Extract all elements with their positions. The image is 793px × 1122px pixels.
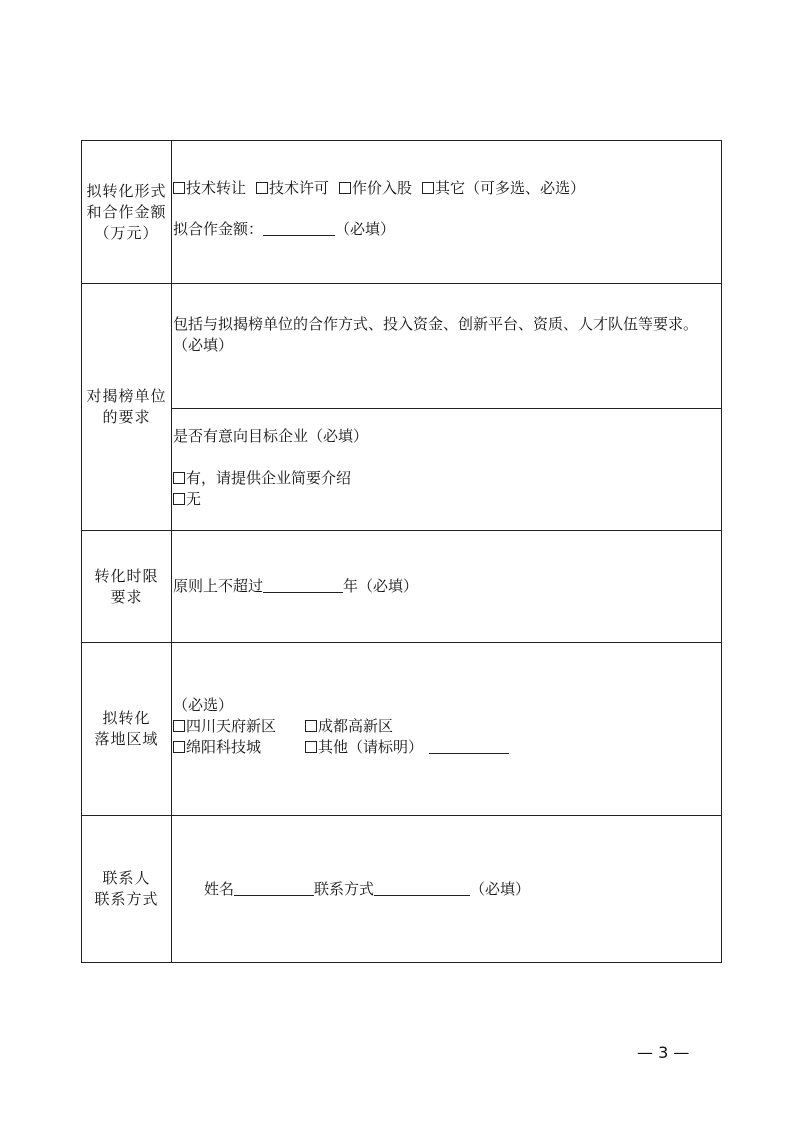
option-yes[interactable]: 有，请提供企业简要介绍 bbox=[173, 468, 721, 489]
time-limit-label bbox=[82, 531, 172, 643]
application-form-table bbox=[81, 140, 722, 963]
checkbox[interactable] bbox=[256, 182, 268, 194]
transfer-form-row bbox=[82, 141, 722, 284]
checkbox[interactable] bbox=[422, 182, 434, 194]
name-label: 姓名 bbox=[204, 879, 235, 898]
checkbox[interactable] bbox=[173, 741, 185, 753]
checkbox[interactable] bbox=[173, 472, 185, 484]
option-tech-transfer[interactable]: 技术转让 bbox=[173, 178, 246, 199]
option-other[interactable]: 其它（可多选、必选） bbox=[422, 178, 585, 199]
label-line: 联系方式 bbox=[94, 890, 159, 908]
page-number: — 3 — bbox=[637, 1043, 690, 1062]
option-no[interactable]: 无 bbox=[173, 489, 721, 510]
label-line: 联系人 bbox=[102, 869, 151, 887]
transfer-form-content bbox=[172, 141, 722, 284]
amount-line bbox=[173, 219, 721, 240]
years-blank-field[interactable] bbox=[263, 578, 343, 593]
contact-required-note: （必填） bbox=[470, 879, 531, 898]
label-line: 拟转化 bbox=[102, 709, 151, 727]
contact-content bbox=[172, 816, 722, 963]
cooperation-text: 包括与拟揭榜单位的合作方式、投入资金、创新平台、资质、人才队伍等要求。 bbox=[173, 315, 699, 333]
transfer-options bbox=[173, 178, 721, 199]
label-line: 对揭榜单位 bbox=[86, 387, 167, 405]
option-equity-investment[interactable]: 作价入股 bbox=[339, 178, 412, 199]
amount-label: 拟合作金额： bbox=[173, 220, 264, 238]
cooperation-requirements bbox=[172, 284, 722, 409]
label-line: 的要求 bbox=[102, 408, 151, 426]
requirements-label bbox=[82, 284, 172, 531]
area-required-note: （必选） bbox=[173, 695, 234, 714]
contact-label bbox=[82, 816, 172, 963]
checkbox[interactable] bbox=[305, 741, 317, 753]
time-limit-row bbox=[82, 531, 722, 643]
target-question: 是否有意向目标企业（必填） bbox=[173, 427, 369, 445]
option-tech-license[interactable]: 技术许可 bbox=[256, 178, 329, 199]
transfer-form-label bbox=[82, 141, 172, 284]
cooperation-required-note: （必填） bbox=[173, 336, 234, 354]
landing-area-label bbox=[82, 643, 172, 816]
contact-line bbox=[173, 879, 721, 900]
contact-method-label: 联系方式 bbox=[314, 879, 375, 898]
option-mianyang-science-city[interactable]: 绵阳科技城 bbox=[173, 737, 305, 758]
time-limit-content bbox=[172, 531, 722, 643]
label-line: 要求 bbox=[110, 587, 143, 606]
time-prefix: 原则上不超过 bbox=[173, 577, 264, 595]
contact-method-blank-field[interactable] bbox=[374, 881, 470, 896]
target-enterprise-content bbox=[172, 409, 722, 531]
requirements-row bbox=[82, 284, 722, 409]
time-suffix: 年（必填） bbox=[343, 577, 419, 595]
area-options-line-2 bbox=[173, 737, 721, 758]
checkbox[interactable] bbox=[173, 720, 185, 732]
checkbox[interactable] bbox=[339, 182, 351, 194]
label-line: 转化时限 bbox=[94, 566, 159, 585]
amount-required-note: （必填） bbox=[335, 220, 396, 238]
target-enterprise-row bbox=[82, 409, 722, 531]
area-options-line-1 bbox=[173, 716, 721, 737]
label-line: 拟转化形式 bbox=[86, 181, 167, 200]
option-tianfu-new-area[interactable]: 四川天府新区 bbox=[173, 716, 305, 737]
contact-row bbox=[82, 816, 722, 963]
checkbox[interactable] bbox=[173, 182, 185, 194]
label-line: （万元） bbox=[94, 223, 159, 242]
checkbox[interactable] bbox=[173, 493, 185, 505]
landing-area-content bbox=[172, 643, 722, 816]
landing-area-row bbox=[82, 643, 722, 816]
amount-blank-field[interactable] bbox=[263, 221, 335, 236]
label-line: 和合作金额 bbox=[86, 202, 167, 221]
option-chengdu-high-tech[interactable]: 成都高新区 bbox=[305, 717, 393, 735]
other-area-blank-field[interactable] bbox=[429, 739, 509, 754]
checkbox[interactable] bbox=[305, 720, 317, 732]
option-other-area[interactable]: 其他（请标明） bbox=[305, 738, 423, 756]
label-line: 落地区域 bbox=[94, 730, 159, 748]
name-blank-field[interactable] bbox=[234, 881, 314, 896]
